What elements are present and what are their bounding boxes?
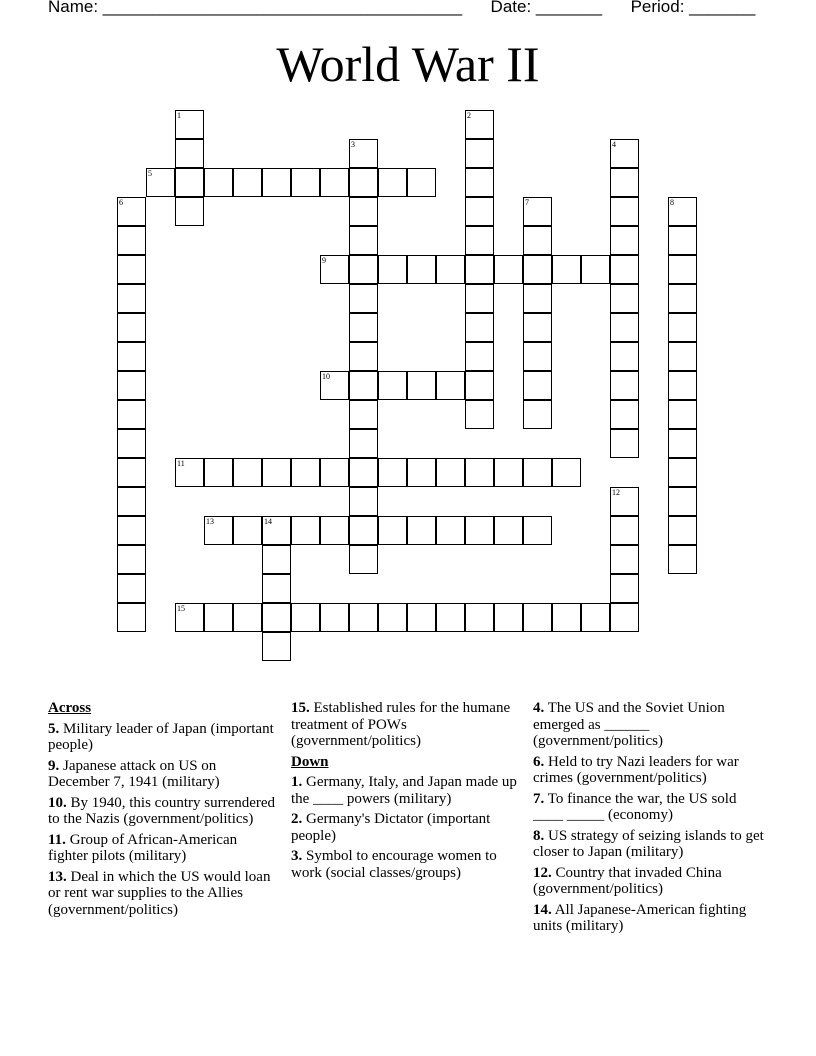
crossword-cell[interactable]	[494, 458, 523, 487]
crossword-cell[interactable]	[523, 284, 552, 313]
crossword-cell[interactable]	[349, 400, 378, 429]
crossword-cell[interactable]	[465, 226, 494, 255]
crossword-cell[interactable]	[668, 487, 697, 516]
down-heading: Down	[291, 753, 329, 770]
crossword-cell[interactable]	[117, 516, 146, 545]
crossword-cell[interactable]	[349, 168, 378, 197]
clue-down-3: 3. Symbol to encourage women to work (social classes/groups)	[291, 848, 497, 881]
clues-column-1	[48, 700, 280, 922]
crossword-cell[interactable]	[407, 458, 436, 487]
crossword-cell[interactable]	[349, 139, 378, 168]
crossword-cell[interactable]	[610, 516, 639, 545]
crossword-cell[interactable]	[668, 429, 697, 458]
crossword-cell[interactable]	[117, 545, 146, 574]
crossword-cell[interactable]	[320, 255, 349, 284]
crossword-cell[interactable]	[204, 168, 233, 197]
clue-number: 3	[351, 140, 355, 149]
crossword-cell[interactable]	[117, 313, 146, 342]
crossword-cell[interactable]	[117, 342, 146, 371]
crossword-cell[interactable]	[320, 168, 349, 197]
clue-number: 1	[177, 111, 181, 120]
crossword-cell[interactable]	[291, 458, 320, 487]
crossword-cell[interactable]	[523, 516, 552, 545]
crossword-cell[interactable]	[175, 139, 204, 168]
crossword-cell[interactable]	[523, 603, 552, 632]
crossword-cell[interactable]	[117, 197, 146, 226]
clue-number: 10	[322, 372, 330, 381]
clue-across-13: 13. Deal in which the US would loan or rent war supplies to the Allies (government/politics)	[48, 868, 271, 918]
crossword-cell[interactable]	[436, 255, 465, 284]
crossword-cell[interactable]	[262, 545, 291, 574]
crossword-cell[interactable]	[204, 516, 233, 545]
crossword-cell[interactable]	[465, 371, 494, 400]
crossword-cell[interactable]	[610, 603, 639, 632]
crossword-cell[interactable]	[175, 197, 204, 226]
crossword-cell[interactable]	[291, 603, 320, 632]
crossword-cell[interactable]	[581, 603, 610, 632]
clue-number: 12	[612, 488, 620, 497]
clue-number: 8	[670, 198, 674, 207]
crossword-cell[interactable]	[610, 574, 639, 603]
clue-number: 4	[612, 140, 616, 149]
clue-down-14: 14. All Japanese-American fighting units (military)	[533, 901, 747, 934]
period-field-label: Period: _______	[630, 0, 756, 16]
crossword-cell[interactable]	[349, 487, 378, 516]
crossword-cell[interactable]	[610, 255, 639, 284]
crossword-cell[interactable]	[262, 516, 291, 545]
crossword-cell[interactable]	[523, 342, 552, 371]
crossword-cell[interactable]	[349, 458, 378, 487]
crossword-cell[interactable]	[610, 139, 639, 168]
crossword-cell[interactable]	[668, 545, 697, 574]
crossword-cell[interactable]	[117, 400, 146, 429]
crossword-cell[interactable]	[668, 255, 697, 284]
crossword-cell[interactable]	[146, 168, 175, 197]
crossword-cell[interactable]	[378, 458, 407, 487]
clue-across-15: 15. Established rules for the humane treatment of POWs (government/politics)	[291, 700, 511, 749]
crossword-cell[interactable]	[465, 255, 494, 284]
crossword-cell[interactable]	[378, 603, 407, 632]
clue-down-8: 8. US strategy of seizing islands to get closer to Japan (military)	[533, 827, 764, 860]
crossword-cell[interactable]	[349, 255, 378, 284]
crossword-cell[interactable]	[610, 284, 639, 313]
crossword-cell[interactable]	[233, 168, 262, 197]
clue-number: 6	[119, 198, 123, 207]
crossword-cell[interactable]	[668, 226, 697, 255]
crossword-cell[interactable]	[349, 313, 378, 342]
crossword-cell[interactable]	[668, 400, 697, 429]
crossword-cell[interactable]	[465, 313, 494, 342]
crossword-cell[interactable]	[668, 516, 697, 545]
crossword-cell[interactable]	[349, 516, 378, 545]
crossword-cell[interactable]	[349, 342, 378, 371]
crossword-cell[interactable]	[349, 197, 378, 226]
crossword-cell[interactable]	[610, 371, 639, 400]
crossword-cell[interactable]	[610, 400, 639, 429]
clues-column-3	[533, 700, 765, 939]
crossword-cell[interactable]	[436, 516, 465, 545]
page-title: World War II	[276, 36, 540, 92]
crossword-cell[interactable]	[262, 168, 291, 197]
crossword-cell[interactable]	[117, 603, 146, 632]
crossword-cell[interactable]	[523, 226, 552, 255]
crossword-cell[interactable]	[117, 284, 146, 313]
clue-number: 14	[264, 517, 272, 526]
crossword-cell[interactable]	[610, 226, 639, 255]
crossword-cell[interactable]	[581, 255, 610, 284]
crossword-cell[interactable]	[204, 458, 233, 487]
name-field-label: Name: ______________________________________	[48, 0, 463, 16]
crossword-cell[interactable]	[465, 342, 494, 371]
crossword-cell[interactable]	[262, 574, 291, 603]
clues-column-2	[291, 700, 523, 885]
crossword-cell[interactable]	[494, 603, 523, 632]
crossword-cell[interactable]	[378, 168, 407, 197]
crossword-cell[interactable]	[610, 168, 639, 197]
crossword-cell[interactable]	[117, 487, 146, 516]
crossword-cell[interactable]	[349, 545, 378, 574]
crossword-cell[interactable]	[436, 603, 465, 632]
crossword-cell[interactable]	[465, 139, 494, 168]
crossword-cell[interactable]	[610, 197, 639, 226]
crossword-cell[interactable]	[349, 603, 378, 632]
crossword-cell[interactable]	[668, 197, 697, 226]
crossword-cell[interactable]	[204, 603, 233, 632]
crossword-cell[interactable]	[117, 371, 146, 400]
clue-number: 9	[322, 256, 326, 265]
crossword-cell[interactable]	[320, 516, 349, 545]
crossword-cell[interactable]	[668, 371, 697, 400]
crossword-cell[interactable]	[291, 168, 320, 197]
crossword-cell[interactable]	[407, 516, 436, 545]
crossword-cell[interactable]	[465, 110, 494, 139]
crossword-cell[interactable]	[436, 458, 465, 487]
crossword-cell[interactable]	[117, 255, 146, 284]
crossword-cell[interactable]	[262, 458, 291, 487]
crossword-cell[interactable]	[117, 458, 146, 487]
crossword-cell[interactable]	[465, 284, 494, 313]
crossword-cell[interactable]	[523, 313, 552, 342]
crossword-cell[interactable]	[668, 342, 697, 371]
crossword-cell[interactable]	[523, 458, 552, 487]
crossword-cell[interactable]	[668, 458, 697, 487]
across-heading: Across	[48, 700, 92, 716]
crossword-cell[interactable]	[610, 429, 639, 458]
crossword-cell[interactable]	[175, 458, 204, 487]
crossword-cell[interactable]	[610, 545, 639, 574]
date-field-label: Date: _______	[490, 0, 603, 16]
crossword-cell[interactable]	[262, 603, 291, 632]
crossword-cell[interactable]	[378, 371, 407, 400]
clue-down-6: 6. Held to try Nazi leaders for war crimes (government/politics)	[533, 753, 739, 786]
crossword-cell[interactable]	[465, 400, 494, 429]
crossword-cell[interactable]	[117, 226, 146, 255]
crossword-cell[interactable]	[465, 458, 494, 487]
crossword-cell[interactable]	[175, 168, 204, 197]
clue-across-11: 11. Group of African-American fighter pilots (military)	[48, 831, 238, 864]
crossword-cell[interactable]	[262, 632, 291, 661]
clue-number: 2	[467, 111, 471, 120]
clue-number: 7	[525, 198, 529, 207]
crossword-cell[interactable]	[494, 516, 523, 545]
clue-number: 15	[177, 604, 185, 613]
crossword-cell[interactable]	[436, 371, 465, 400]
crossword-cell[interactable]	[523, 255, 552, 284]
clue-down-4: 4. The US and the Soviet Union emerged as ______ (government/politics)	[533, 700, 725, 749]
crossword-cell[interactable]	[320, 603, 349, 632]
crossword-cell[interactable]	[320, 458, 349, 487]
clue-number: 11	[177, 459, 185, 468]
clue-number: 13	[206, 517, 214, 526]
clue-across-9: 9. Japanese attack on US on December 7, 1941 (military)	[48, 757, 220, 790]
crossword-cell[interactable]	[523, 197, 552, 226]
crossword-cell[interactable]	[349, 371, 378, 400]
crossword-cell[interactable]	[117, 574, 146, 603]
crossword-cell[interactable]	[175, 603, 204, 632]
crossword-cell[interactable]	[610, 313, 639, 342]
crossword-cell[interactable]	[407, 168, 436, 197]
clue-down-7: 7. To finance the war, the US sold ____ _____ (economy)	[533, 790, 737, 823]
crossword-cell[interactable]	[465, 516, 494, 545]
clue-down-1: 1. Germany, Italy, and Japan made up the ____ powers (military)	[291, 774, 517, 807]
clue-across-10: 10. By 1940, this country surrendered to the Nazis (government/politics)	[48, 794, 276, 827]
crossword-cell[interactable]	[117, 429, 146, 458]
clue-number: 5	[148, 169, 152, 178]
crossword-cell[interactable]	[349, 284, 378, 313]
crossword-cell[interactable]	[349, 226, 378, 255]
crossword-cell[interactable]	[233, 458, 262, 487]
crossword-cell[interactable]	[552, 458, 581, 487]
crossword-cell[interactable]	[378, 516, 407, 545]
crossword-cell[interactable]	[668, 313, 697, 342]
crossword-cell[interactable]	[494, 255, 523, 284]
crossword-cell[interactable]	[552, 603, 581, 632]
clue-down-2: 2. Germany's Dictator (important people)	[291, 811, 491, 844]
crossword-cell[interactable]	[610, 487, 639, 516]
crossword-cell[interactable]	[291, 516, 320, 545]
crossword-cell[interactable]	[465, 197, 494, 226]
crossword-cell[interactable]	[175, 110, 204, 139]
crossword-cell[interactable]	[523, 371, 552, 400]
crossword-cell[interactable]	[233, 603, 262, 632]
clue-across-5: 5. Military leader of Japan (important people)	[48, 720, 274, 753]
crossword-cell[interactable]	[465, 168, 494, 197]
crossword-cell[interactable]	[523, 400, 552, 429]
crossword-cell[interactable]	[668, 284, 697, 313]
crossword-cell[interactable]	[349, 429, 378, 458]
crossword-cell[interactable]	[407, 603, 436, 632]
crossword-cell[interactable]	[407, 255, 436, 284]
clue-down-12: 12. Country that invaded China (government/politics)	[533, 864, 722, 897]
crossword-cell[interactable]	[320, 371, 349, 400]
crossword-cell[interactable]	[233, 516, 262, 545]
crossword-cell[interactable]	[552, 255, 581, 284]
crossword-cell[interactable]	[378, 255, 407, 284]
crossword-cell[interactable]	[465, 603, 494, 632]
crossword-cell[interactable]	[610, 342, 639, 371]
crossword-cell[interactable]	[407, 371, 436, 400]
